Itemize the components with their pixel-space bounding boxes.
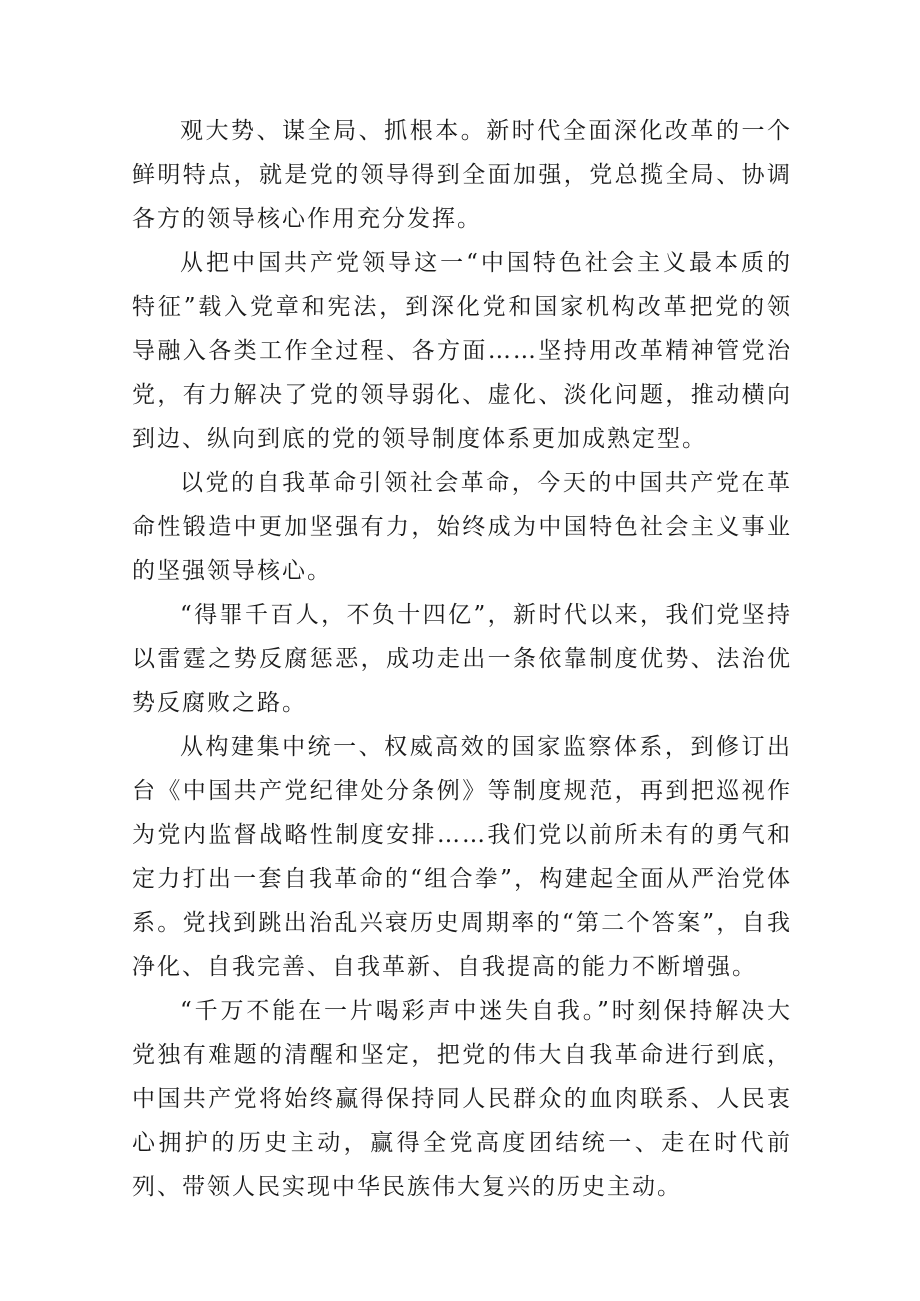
paragraph-1: 观大势、谋全局、抓根本。新时代全面深化改革的一个鲜明特点，就是党的领导得到全面加强，党总揽全局、协调各方的领导核心作用充分发挥。 — [132, 118, 792, 232]
paragraph-5: 从构建集中统一、权威高效的国家监察体系，到修订出台《中国共产党纪律处分条例》等制度规范，再到把巡视作为党内监督战略性制度安排……我们党以前所未有的勇气和定力打出一套自我革命的“组合拳”，构建起全面从严治党体系。党找到跳出治乱兴衰历史周期率的“第二个答案”，自我净化、自我完善、自我革新、自我提高的能力不断增强。 — [132, 734, 792, 980]
paragraph-4: “得罪千百人，不负十四亿”，新时代以来，我们党坚持以雷霆之势反腐惩恶，成功走出一条依靠制度优势、法治优势反腐败之路。 — [132, 602, 792, 716]
document-body — [132, 109, 792, 1209]
paragraph-3: 以党的自我革命引领社会革命，今天的中国共产党在革命性锻造中更加坚强有力，始终成为中国特色社会主义事业的坚强领导核心。 — [132, 470, 792, 584]
paragraph-6: “千万不能在一片喝彩声中迷失自我。”时刻保持解决大党独有难题的清醒和坚定，把党的伟大自我革命进行到底，中国共产党将始终赢得保持同人民群众的血肉联系、人民衷心拥护的历史主动，赢得全党高度团结统一、走在时代前列、带领人民实现中华民族伟大复兴的历史主动。 — [132, 998, 792, 1200]
paragraph-2: 从把中国共产党领导这一“中国特色社会主义最本质的特征”载入党章和宪法，到深化党和国家机构改革把党的领导融入各类工作全过程、各方面……坚持用改革精神管党治党，有力解决了党的领导弱化、虚化、淡化问题，推动横向到边、纵向到底的党的领导制度体系更加成熟定型。 — [132, 250, 792, 452]
